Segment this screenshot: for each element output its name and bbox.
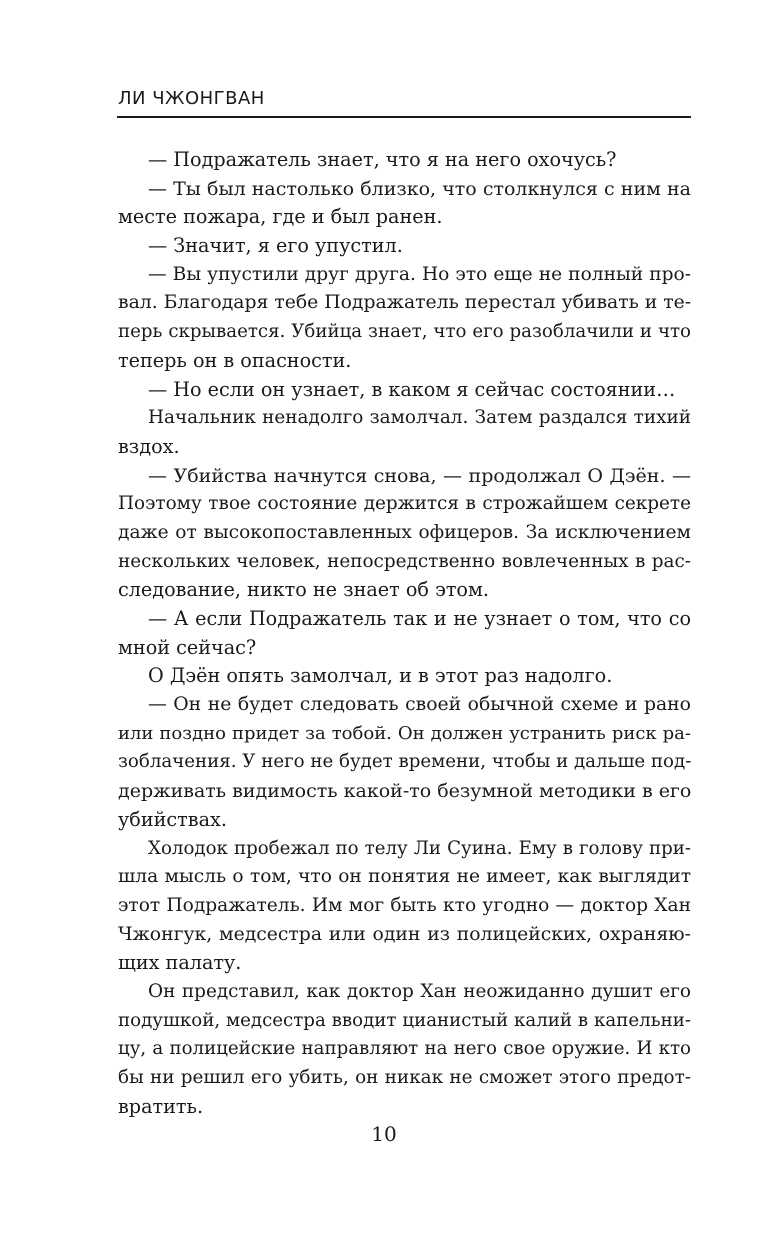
text-line: или поздно придет за тобой. Он должен устранить риск ра- bbox=[118, 722, 691, 744]
text-line: даже от высокопоставленных офицеров. За исключением bbox=[118, 521, 691, 543]
header-rule bbox=[117, 116, 691, 118]
text-line: нескольких человек, непосредственно вовлеченных в рас- bbox=[118, 550, 691, 572]
text-line: подушкой, медсестра вводит цианистый калий в капельни- bbox=[118, 1009, 691, 1031]
text-line: — Ты был настолько близко, что столкнулся с ним на bbox=[148, 177, 691, 200]
text-line: шла мысль о том, что он понятия не имеет, как выглядит bbox=[118, 866, 691, 888]
text-line: держивать видимость какой-то безумной методики в его bbox=[118, 780, 692, 803]
running-head: ЛИ ЧЖОНГВАН bbox=[118, 88, 265, 109]
text-line: — Убийства начнутся снова, — продолжал О Дэён. — bbox=[148, 464, 691, 487]
text-line: вал. Благодаря тебе Подражатель перестал убивать и те- bbox=[118, 292, 692, 314]
text-line: зоблачения. У него не будет времени, чтобы и дальше под- bbox=[118, 751, 692, 773]
text-line: — Но если он узнает, в каком я сейчас состоянии… bbox=[148, 377, 676, 401]
text-line: — Он не будет следовать своей обычной схеме и рано bbox=[148, 694, 691, 716]
text-line: — А если Подражатель так и не узнает о том, что со bbox=[148, 607, 691, 630]
text-line: вздох. bbox=[118, 434, 180, 458]
text-line: Чжонгук, медсестра или один из полицейских, охраняю- bbox=[118, 923, 691, 945]
page-number: 10 bbox=[371, 1122, 397, 1146]
text-line: Начальник ненадолго замолчал. Затем раздался тихий bbox=[148, 407, 691, 429]
text-line: перь скрывается. Убийца знает, что его разоблачили и что bbox=[118, 321, 691, 343]
text-line: — Значит, я его упустил. bbox=[148, 234, 403, 258]
body-text bbox=[118, 146, 691, 1121]
text-line: бы ни решил его убить, он никак не сможет этого предот- bbox=[118, 1067, 691, 1088]
text-line: убийствах. bbox=[118, 807, 227, 831]
text-line: — Подражатель знает, что я на него охочусь? bbox=[148, 148, 617, 171]
text-line: теперь он в опасности. bbox=[118, 348, 352, 372]
text-line: Он представил, как доктор Хан неожиданно душит его bbox=[148, 980, 691, 1002]
text-line: мной сейчас? bbox=[118, 635, 257, 659]
text-line: Поэтому твое состояние держится в строжайшем секрете bbox=[118, 493, 691, 515]
text-line: этот Подражатель. Им мог быть кто угодно — доктор Хан bbox=[118, 894, 691, 916]
text-line: О Дэён опять замолчал, и в этот раз надолго. bbox=[148, 664, 613, 688]
text-line: — Вы упустили друг друга. Но это еще не полный про- bbox=[148, 263, 691, 285]
text-line: Холодок пробежал по телу Ли Суина. Ему в голову при- bbox=[148, 837, 691, 859]
text-line: следование, никто не знает об этом. bbox=[118, 578, 490, 602]
text-line: щих палату. bbox=[118, 951, 242, 975]
text-line: вратить. bbox=[118, 1094, 204, 1118]
text-line: месте пожара, где и был ранен. bbox=[118, 205, 443, 229]
text-line: цу, а полицейские направляют на него свое оружие. И кто bbox=[118, 1038, 691, 1060]
